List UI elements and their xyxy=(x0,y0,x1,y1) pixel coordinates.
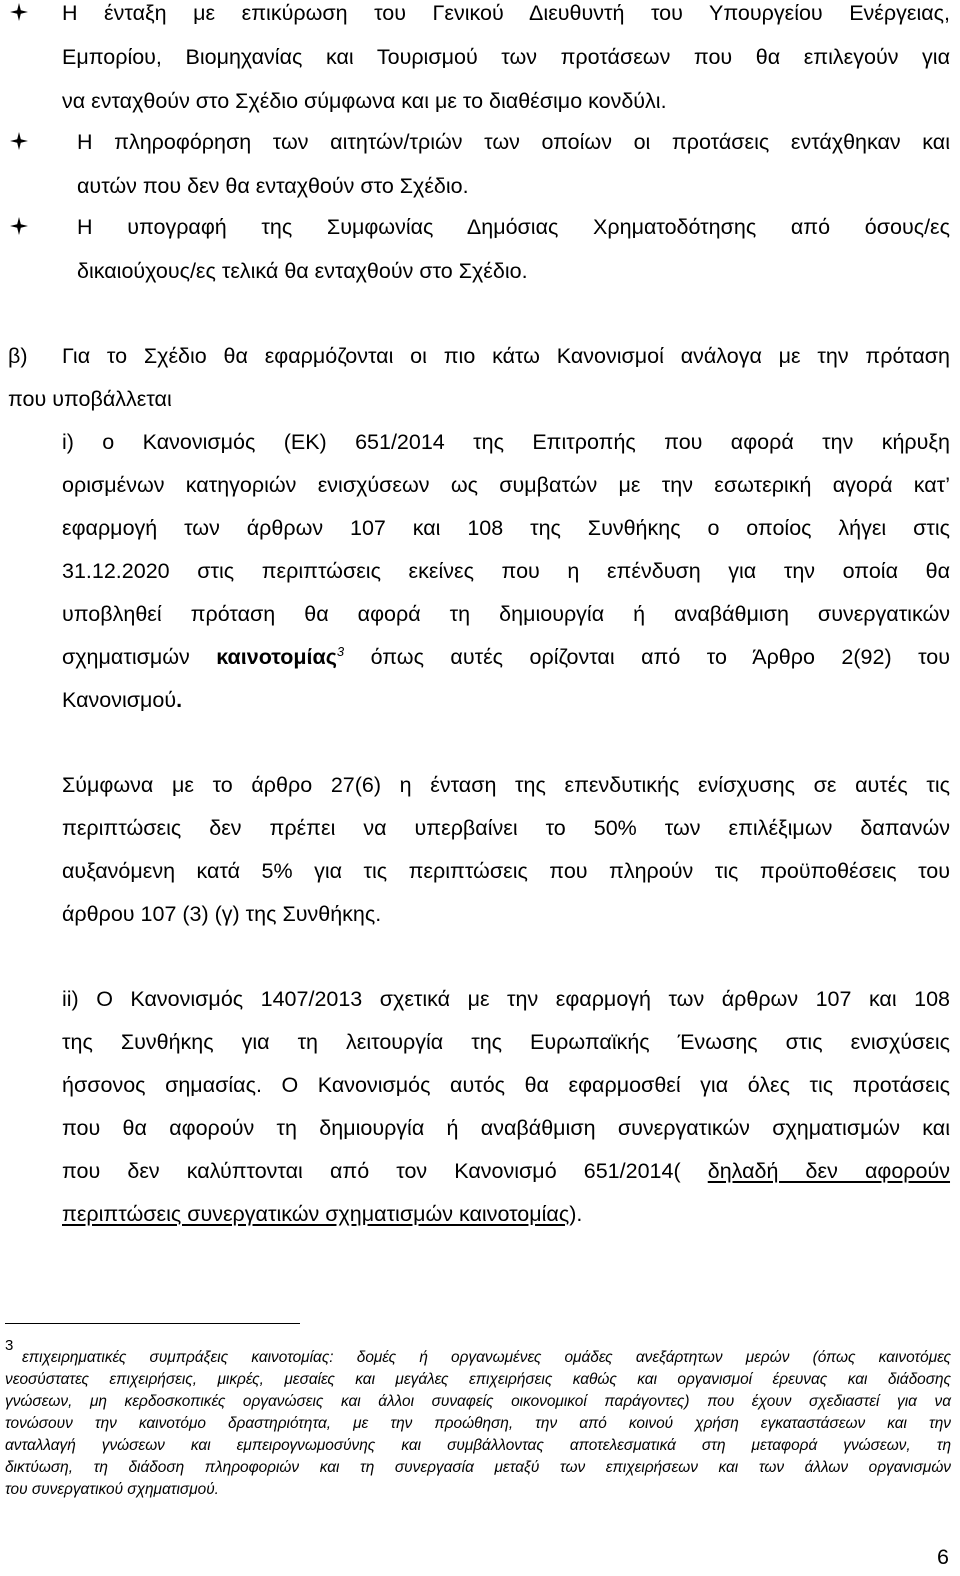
innovation-term: καινοτομίας xyxy=(216,645,337,669)
section-b-line-2: που υποβάλλεται xyxy=(8,387,172,411)
bullet-3-line-1: Η υπογραφή της Συμφωνίας Δημόσιας Χρηματοδότησης από όσους/ες xyxy=(77,215,950,239)
diamond-bullet-icon xyxy=(8,130,30,152)
article-27-line-3: αυξανόμενη κατά 5% για τις περιπτώσεις που πληρούν τις προϋποθέσεις του xyxy=(62,859,950,883)
item-ii-line-1: ii) Ο Κανονισμός 1407/2013 σχετικά με την εφαρμογή των άρθρων 107 και 108 xyxy=(62,987,950,1011)
section-b-line-1: Για το Σχέδιο θα εφαρμόζονται οι πιο κάτω Κανονισμοί ανάλογα με την πρόταση xyxy=(62,344,950,368)
item-ii-line-2: της Συνθήκης για τη λειτουργία της Ευρωπαϊκής Ένωσης στις ενισχύσεις xyxy=(62,1030,950,1054)
footnote-line-5: ανταλλαγή γνώσεων και εμπειρογνωμοσύνης και συμβάλλοντας αποτελεσματικά στη μεταφορά γνώσεων, τη xyxy=(5,1437,951,1454)
item-i-line-1: i) ο Κανονισμός (ΕΚ) 651/2014 της Επιτροπής που αφορά την κήρυξη xyxy=(62,430,950,454)
footnote-line-4: τονώσουν την καινοτόμο δραστηριότητα, με την προώθηση, την από κοινού χρήση εγκαταστάσεων και την xyxy=(5,1415,951,1432)
bullet-3-line-2: δικαιούχους/ες τελικά θα ενταχθούν στο Σχέδιο. xyxy=(77,259,528,283)
bullet-2-line-1: Η πληροφόρηση των αιτητών/τριών των οποίων οι προτάσεις εντάχθηκαν και xyxy=(77,130,950,154)
article-27-line-2: περιπτώσεις δεν πρέπει να υπερβαίνει το 50% των επιλέξιμων δαπανών xyxy=(62,816,950,840)
item-i-line-3: εφαρμογή των άρθρων 107 και 108 της Συνθήκης ο οποίος λήγει στις xyxy=(62,516,950,540)
page-number: 6 xyxy=(937,1545,949,1569)
footnote-number: 3 xyxy=(5,1337,14,1354)
article-27-line-4: άρθρου 107 (3) (γ) της Συνθήκης. xyxy=(62,902,382,926)
item-ii-line-4: που θα αφορούν τη δημιουργία ή αναβάθμιση συνεργατικών σχηματισμών και xyxy=(62,1116,950,1140)
footnote-line-6: δικτύωση, τη διάδοση πληροφοριών και τη συνεργασία μεταξύ των επιχειρήσεων και των άλλων οργανισμών xyxy=(5,1459,951,1476)
section-b-marker: β) xyxy=(8,344,28,368)
footnote-line-2: νεοσύστατες επιχειρήσεις, μικρές, μεσαίες και μεγάλες επιχειρήσεις καθώς και οργανισμοί έρευνας και διάδοσης xyxy=(5,1371,951,1388)
item-ii-line-6-post: ). xyxy=(569,1202,583,1226)
article-27-line-1: Σύμφωνα με το άρθρο 27(6) η ένταση της επενδυτικής ενίσχυσης σε αυτές τις xyxy=(62,773,950,797)
item-i-line-5: υποβληθεί πρόταση θα αφορά τη δημιουργία ή αναβάθμιση συνεργατικών xyxy=(62,602,950,626)
footnote-ref: 3 xyxy=(336,643,345,659)
footnote-separator xyxy=(5,1323,300,1324)
diamond-bullet-icon xyxy=(8,215,30,237)
item-ii-line-5-pre: που δεν καλύπτονται από τον Κανονισμό 651/2014( xyxy=(62,1159,708,1183)
footnote-line-3: γνώσεων, μη κερδοσκοπικές οργανώσεις και άλλοι συναφείς οικονομικοί παράγοντες) που έχουν σχεδιαστεί για να xyxy=(5,1393,951,1410)
item-i-line-7 xyxy=(62,687,182,713)
item-i-line-6-pre: σχηματισμών xyxy=(62,645,217,669)
footnote-line-7: του συνεργατικού σχηματισμού. xyxy=(5,1481,219,1498)
item-ii-underlined-2: περιπτώσεις συνεργατικών σχηματισμών καινοτομίας xyxy=(62,1202,570,1226)
item-i-line-6 xyxy=(62,644,950,670)
bullet-1-line-1: Η ένταξη με επικύρωση του Γενικού Διευθυντή του Υπουργείου Ενέργειας, xyxy=(62,1,950,25)
item-i-line-4: 31.12.2020 στις περιπτώσεις εκείνες που η επένδυση για την οποία θα xyxy=(62,559,950,583)
item-ii-line-3: ήσσονος σημασίας. Ο Κανονισμός αυτός θα εφαρμοσθεί για όλες τις προτάσεις xyxy=(62,1073,950,1097)
item-ii-underlined-1: δηλαδή δεν αφορούν xyxy=(707,1159,951,1183)
bullet-1-line-3: να ενταχθούν στο Σχέδιο σύμφωνα και με το διαθέσιμο κονδύλι. xyxy=(62,89,667,113)
item-i-line-7-text: Κανονισμού xyxy=(62,688,177,712)
item-i-line-6-post: όπως αυτές ορίζονται από το Άρθρο 2(92) του xyxy=(344,645,950,669)
footnote-line-1: επιχειρηματικές συμπράξεις καινοτομίας: δομές ή οργανωμένες ομάδες ανεξάρτητων μερών (όπως καινοτόμες xyxy=(22,1349,951,1366)
item-i-line-7-dot: . xyxy=(176,688,183,712)
item-i-line-2: ορισμένων κατηγοριών ενισχύσεων ως συμβατών με την εσωτερική αγορά κατ’ xyxy=(62,473,950,497)
item-ii-line-5 xyxy=(62,1158,950,1184)
bullet-1-line-2: Εμπορίου, Βιομηχανίας και Τουρισμού των προτάσεων που θα επιλεγούν για xyxy=(62,45,950,69)
diamond-bullet-icon xyxy=(8,1,30,23)
item-ii-line-6 xyxy=(62,1201,582,1227)
bullet-2-line-2: αυτών που δεν θα ενταχθούν στο Σχέδιο. xyxy=(77,174,469,198)
